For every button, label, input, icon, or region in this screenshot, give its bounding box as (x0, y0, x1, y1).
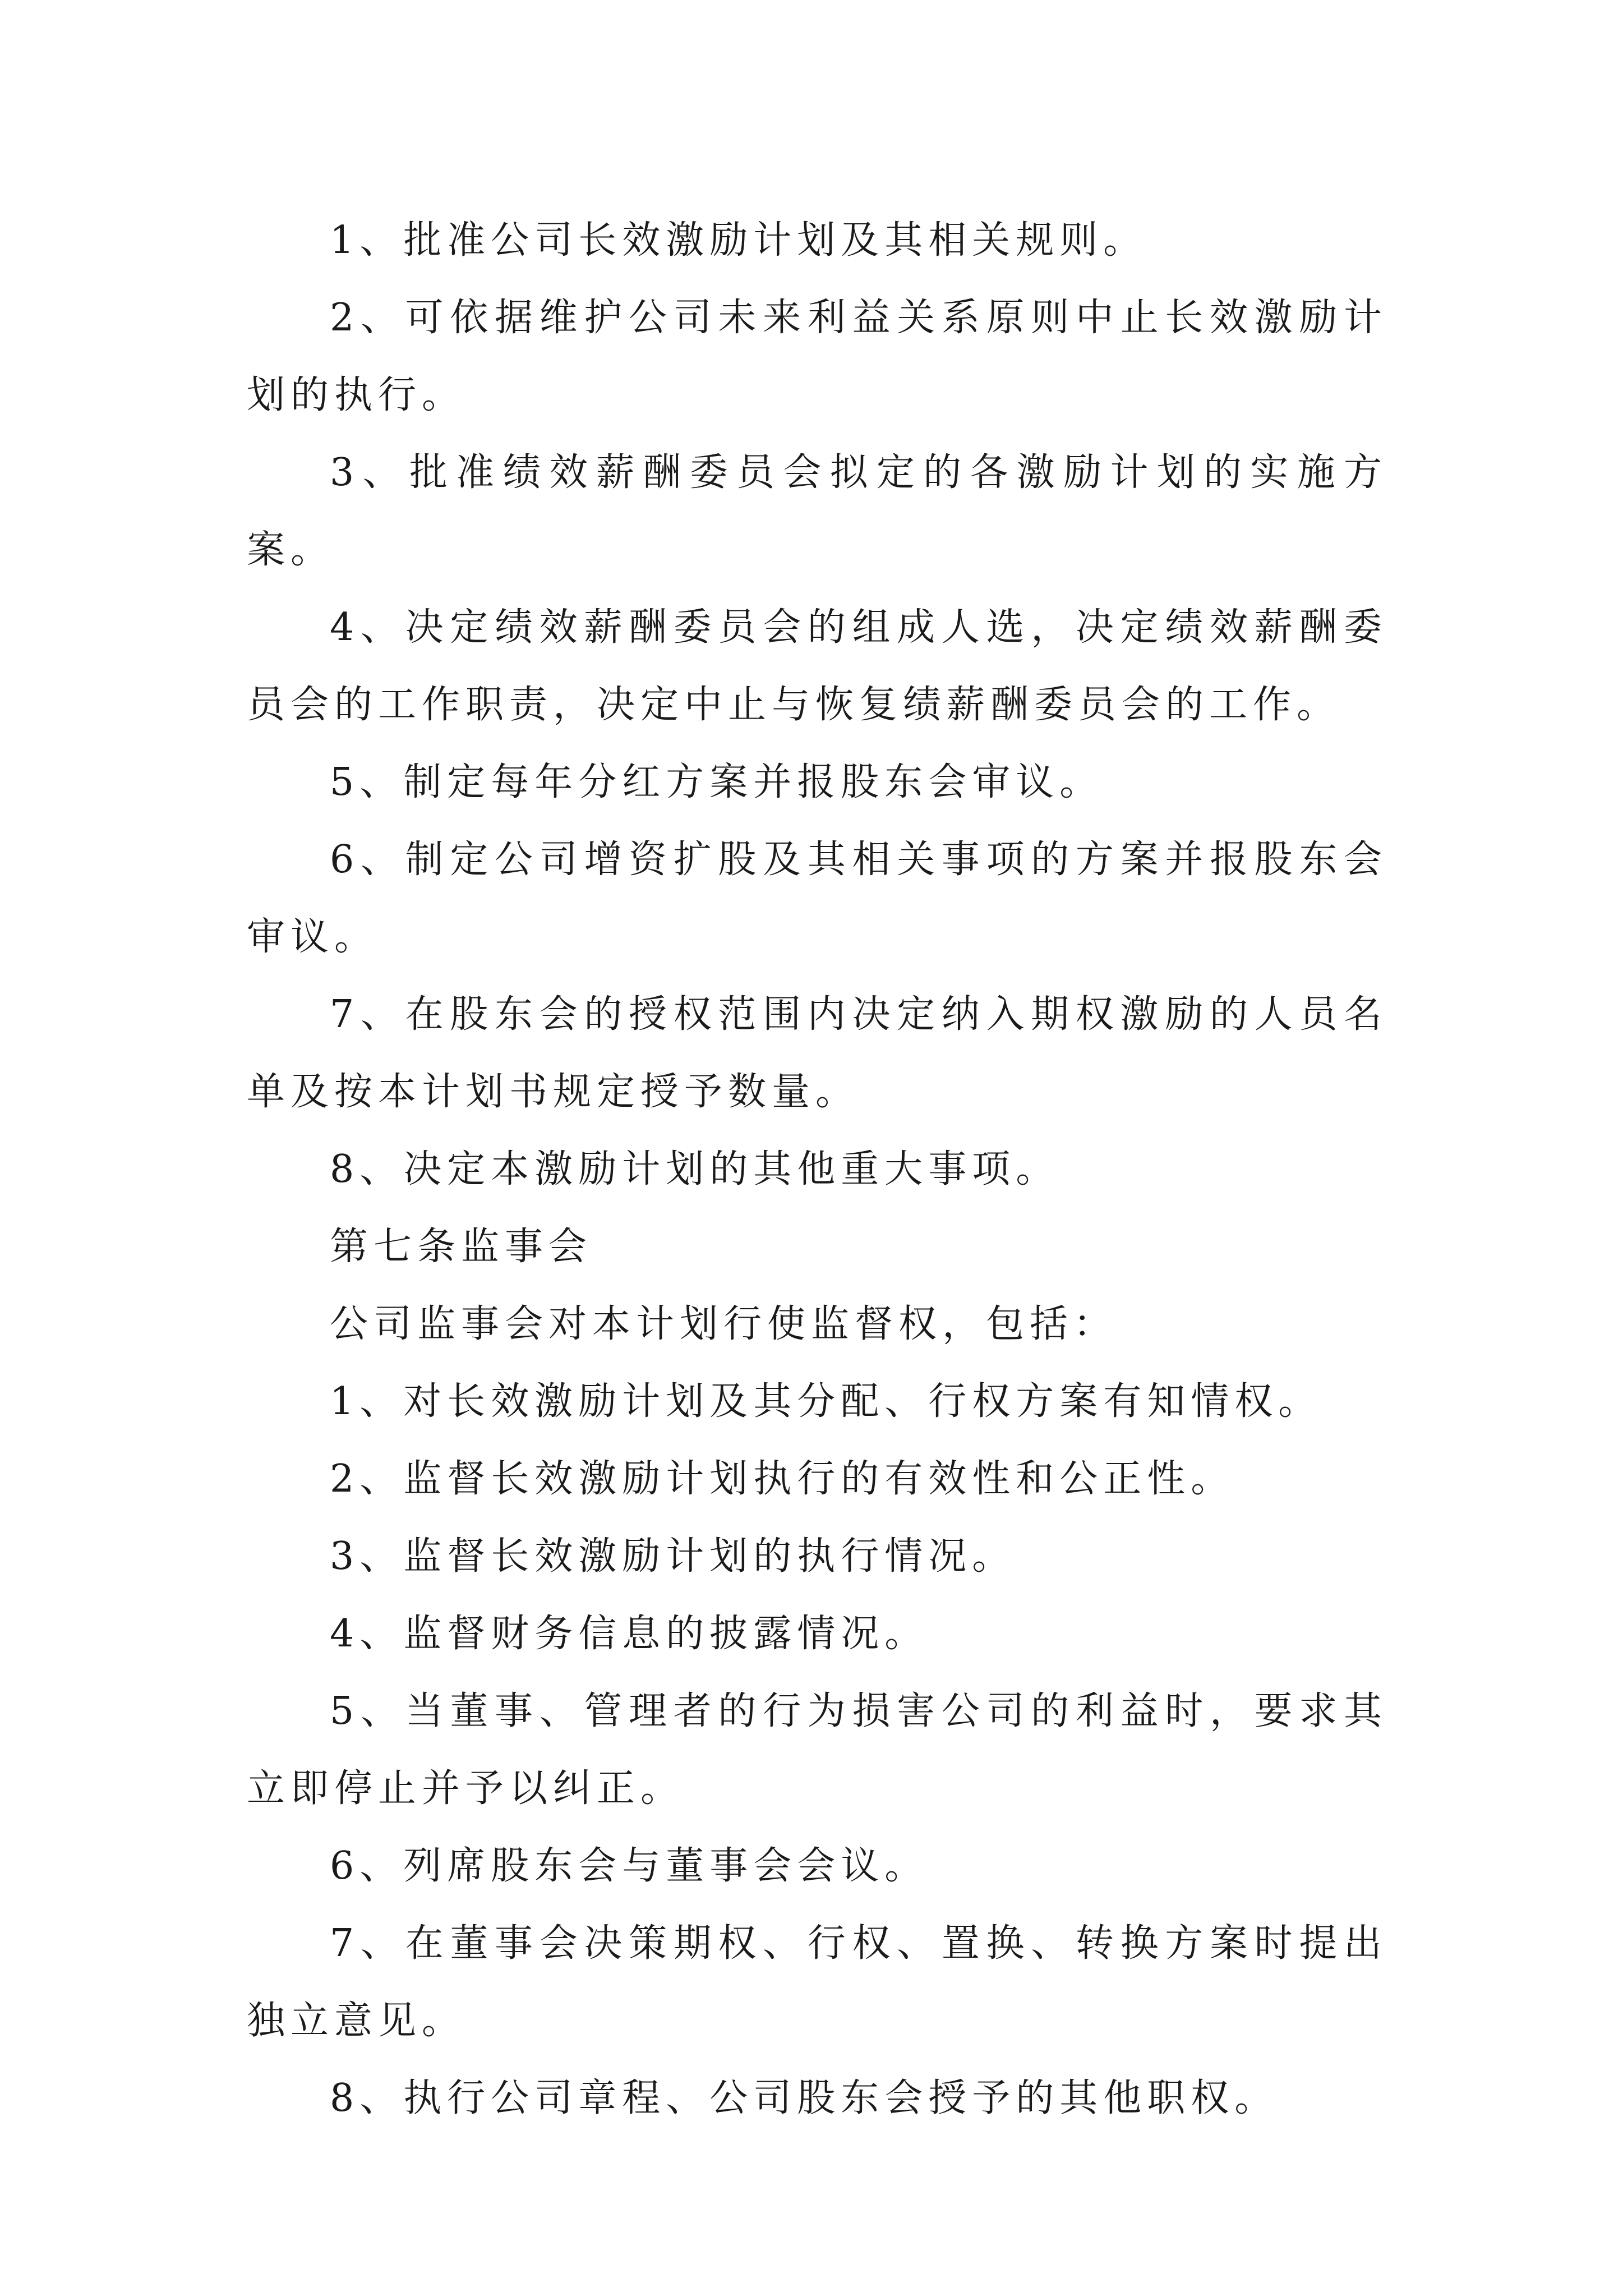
paragraph: 3、批准绩效薪酬委员会拟定的各激励计划的实施方案。 (247, 450, 1387, 572)
document-body (247, 202, 1387, 2137)
paragraph: 8、决定本激励计划的其他重大事项。 (330, 1147, 1060, 1191)
paragraph: 4、监督财务信息的披露情况。 (330, 1612, 929, 1656)
paragraph: 公司监事会对本计划行使监督权，包括： (330, 1302, 1118, 1346)
paragraph: 2、可依据维护公司未来利益关系原则中止长效激励计划的执行。 (247, 296, 1387, 417)
paragraph: 5、当董事、管理者的行为损害公司的利益时，要求其立即停止并予以纠正。 (247, 1689, 1387, 1811)
paragraph: 5、制定每年分红方案并报股东会审议。 (330, 760, 1104, 804)
paragraph: 4、决定绩效薪酬委员会的组成人选，决定绩效薪酬委员会的工作职责，决定中止与恢复绩薪酬委员会的工作。 (247, 605, 1387, 727)
paragraph: 6、制定公司增资扩股及其相关事项的方案并报股东会审议。 (247, 838, 1387, 959)
paragraph: 1、批准公司长效激励计划及其相关规则。 (330, 218, 1147, 263)
paragraph: 3、监督长效激励计划的执行情况。 (330, 1534, 1016, 1579)
paragraph: 2、监督长效激励计划执行的有效性和公正性。 (330, 1457, 1235, 1501)
paragraph: 6、列席股东会与董事会会议。 (330, 1844, 929, 1888)
paragraph: 7、在董事会决策期权、行权、置换、转换方案时提出独立意见。 (247, 1921, 1387, 2043)
paragraph: 1、对长效激励计划及其分配、行权方案有知情权。 (330, 1379, 1322, 1424)
section-heading: 第七条监事会 (330, 1225, 593, 1269)
paragraph: 7、在股东会的授权范围内决定纳入期权激励的人员名单及按本计划书规定授予数量。 (247, 992, 1387, 1114)
paragraph: 8、执行公司章程、公司股东会授予的其他职权。 (330, 2076, 1279, 2120)
